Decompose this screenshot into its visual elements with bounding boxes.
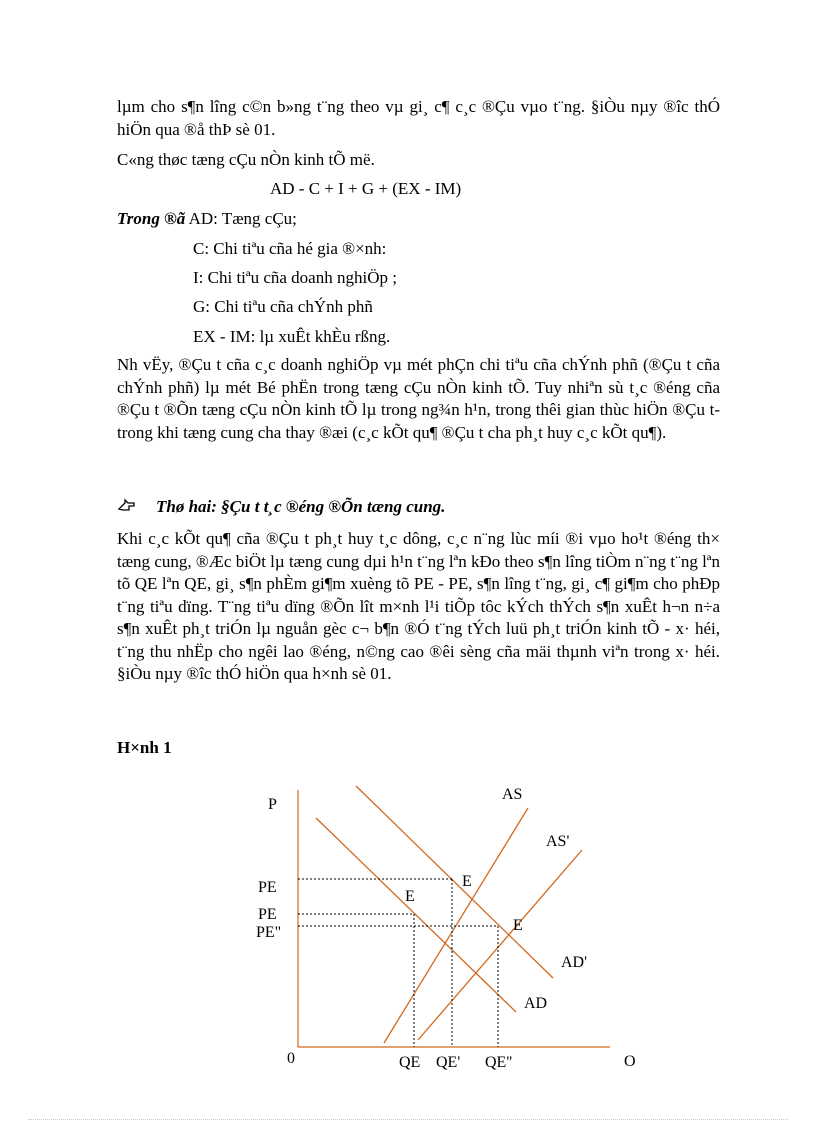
price-label-pe-2: PE xyxy=(258,906,277,923)
def-g: G: Chi tiªu cña chÝnh phñ xyxy=(193,297,373,316)
second-text: Khi c¸c kÕt qu¶ cña ®Çu t ph¸t huy t¸c dông, c¸c n¨ng lùc míi ®i vµo ho¹t ®éng th× tæng cung, ®Æc biÖt lµ tæng cung dµi h¹n t¨ng lªn kÐo theo s¶n lîng tiÒm n¨ng t¨ng lªn tõ QE lªn QE, gi¸ s¶n phÈm gi¶m xuèng tõ PE - PE, s¶n lîng t¨ng, gi¸ c¶ gi¶m cho phÐp t¨ng tiªu dïng. T¨ng tiªu dïng ®Õn lît m×nh l¹i tiÕp tôc kÝch thÝch s¶n xuÊt h¬n n÷a s¶n xuÊt ph¸t triÓn lµ nguån gèc c¬ b¶n ®Ó t¨ng tÝch luü ph¸t triÓn kinh tÕ - x· héi, t¨ng thu nhËp cho ngêi lao ®éng, n©ng cao ®êi sèng cña mäi thµnh viªn trong x· héi. §iÒu nµy ®îc thÓ hiÖn qua h×nh sè 01. xyxy=(117,529,720,683)
quantity-label-qe-prime: QE' xyxy=(436,1054,461,1071)
curve-label-ad: AD xyxy=(524,995,548,1012)
def-ex-im: EX - IM: lµ xuÊt khÈu rßng. xyxy=(193,327,391,346)
figure-caption: H×nh 1 xyxy=(117,738,172,757)
formula-intro: C«ng thøc tæng cÇu nÒn kinh tÕ më. xyxy=(117,150,375,169)
y-axis-label: P xyxy=(268,796,277,813)
main-text: Nh vËy, ®Çu t cña c¸c doanh nghiÖp vµ mét phÇn chi tiªu cña chÝnh phñ (®Çu t cña chÝnh phñ) lµ mét Bé phËn trong tæng cÇu nÒn kinh tÕ. Tuy nhiªn sù t¸c ®éng cña ®Çu t ®Õn tæng cÇu nÒn kinh tÕ lµ trong ng¾n h¹n, trong thêi gian thùc hiÖn ®Çu t trong khi tæng cung cha thay ®æi (c¸c kÕt qu¶ ®Çu t cha ph¸t huy c¸c kÕt qu¶). xyxy=(117,355,720,442)
quantity-label-qe: QE xyxy=(399,1054,421,1071)
formula-text: AD - C + I + G + (EX - IM) xyxy=(270,179,462,198)
def-i: I: Chi tiªu cña doanh nghiÖp ; xyxy=(193,268,397,287)
quantity-label-qe-double-prime: QE'' xyxy=(485,1054,513,1071)
x-axis-label: O xyxy=(624,1053,636,1070)
def-c: C: Chi tiªu cña hé gia ®×nh: xyxy=(193,239,387,258)
equilibrium-label-3: E xyxy=(513,917,523,934)
curve-label-ad-prime: AD' xyxy=(561,954,587,971)
origin-label: 0 xyxy=(287,1050,295,1067)
curve-label-as-prime: AS' xyxy=(546,833,570,850)
curve-label-as: AS xyxy=(502,786,523,803)
section-heading: Thø hai: §Çu t t¸c ®éng ®Õn tæng cung. xyxy=(156,497,446,516)
def-ad: AD: Tæng cÇu; xyxy=(188,209,297,228)
ad-curve xyxy=(316,818,516,1012)
price-label-pe-3: PE" xyxy=(256,924,282,941)
equilibrium-label-2: E xyxy=(405,888,415,905)
price-label-pe-1: PE xyxy=(258,879,277,896)
equilibrium-label-1: E xyxy=(462,873,472,890)
intro-text: lµm cho s¶n lîng c©n b»ng t¨ng theo vµ gi¸ c¶ c¸c ®Çu vµo t¨ng. §iÒu nµy ®îc thÓ hiÖn qua ®å thÞ sè 01. xyxy=(117,97,720,139)
footer-divider xyxy=(28,1119,788,1120)
trong-do-label: Trong ®ã xyxy=(117,209,186,228)
